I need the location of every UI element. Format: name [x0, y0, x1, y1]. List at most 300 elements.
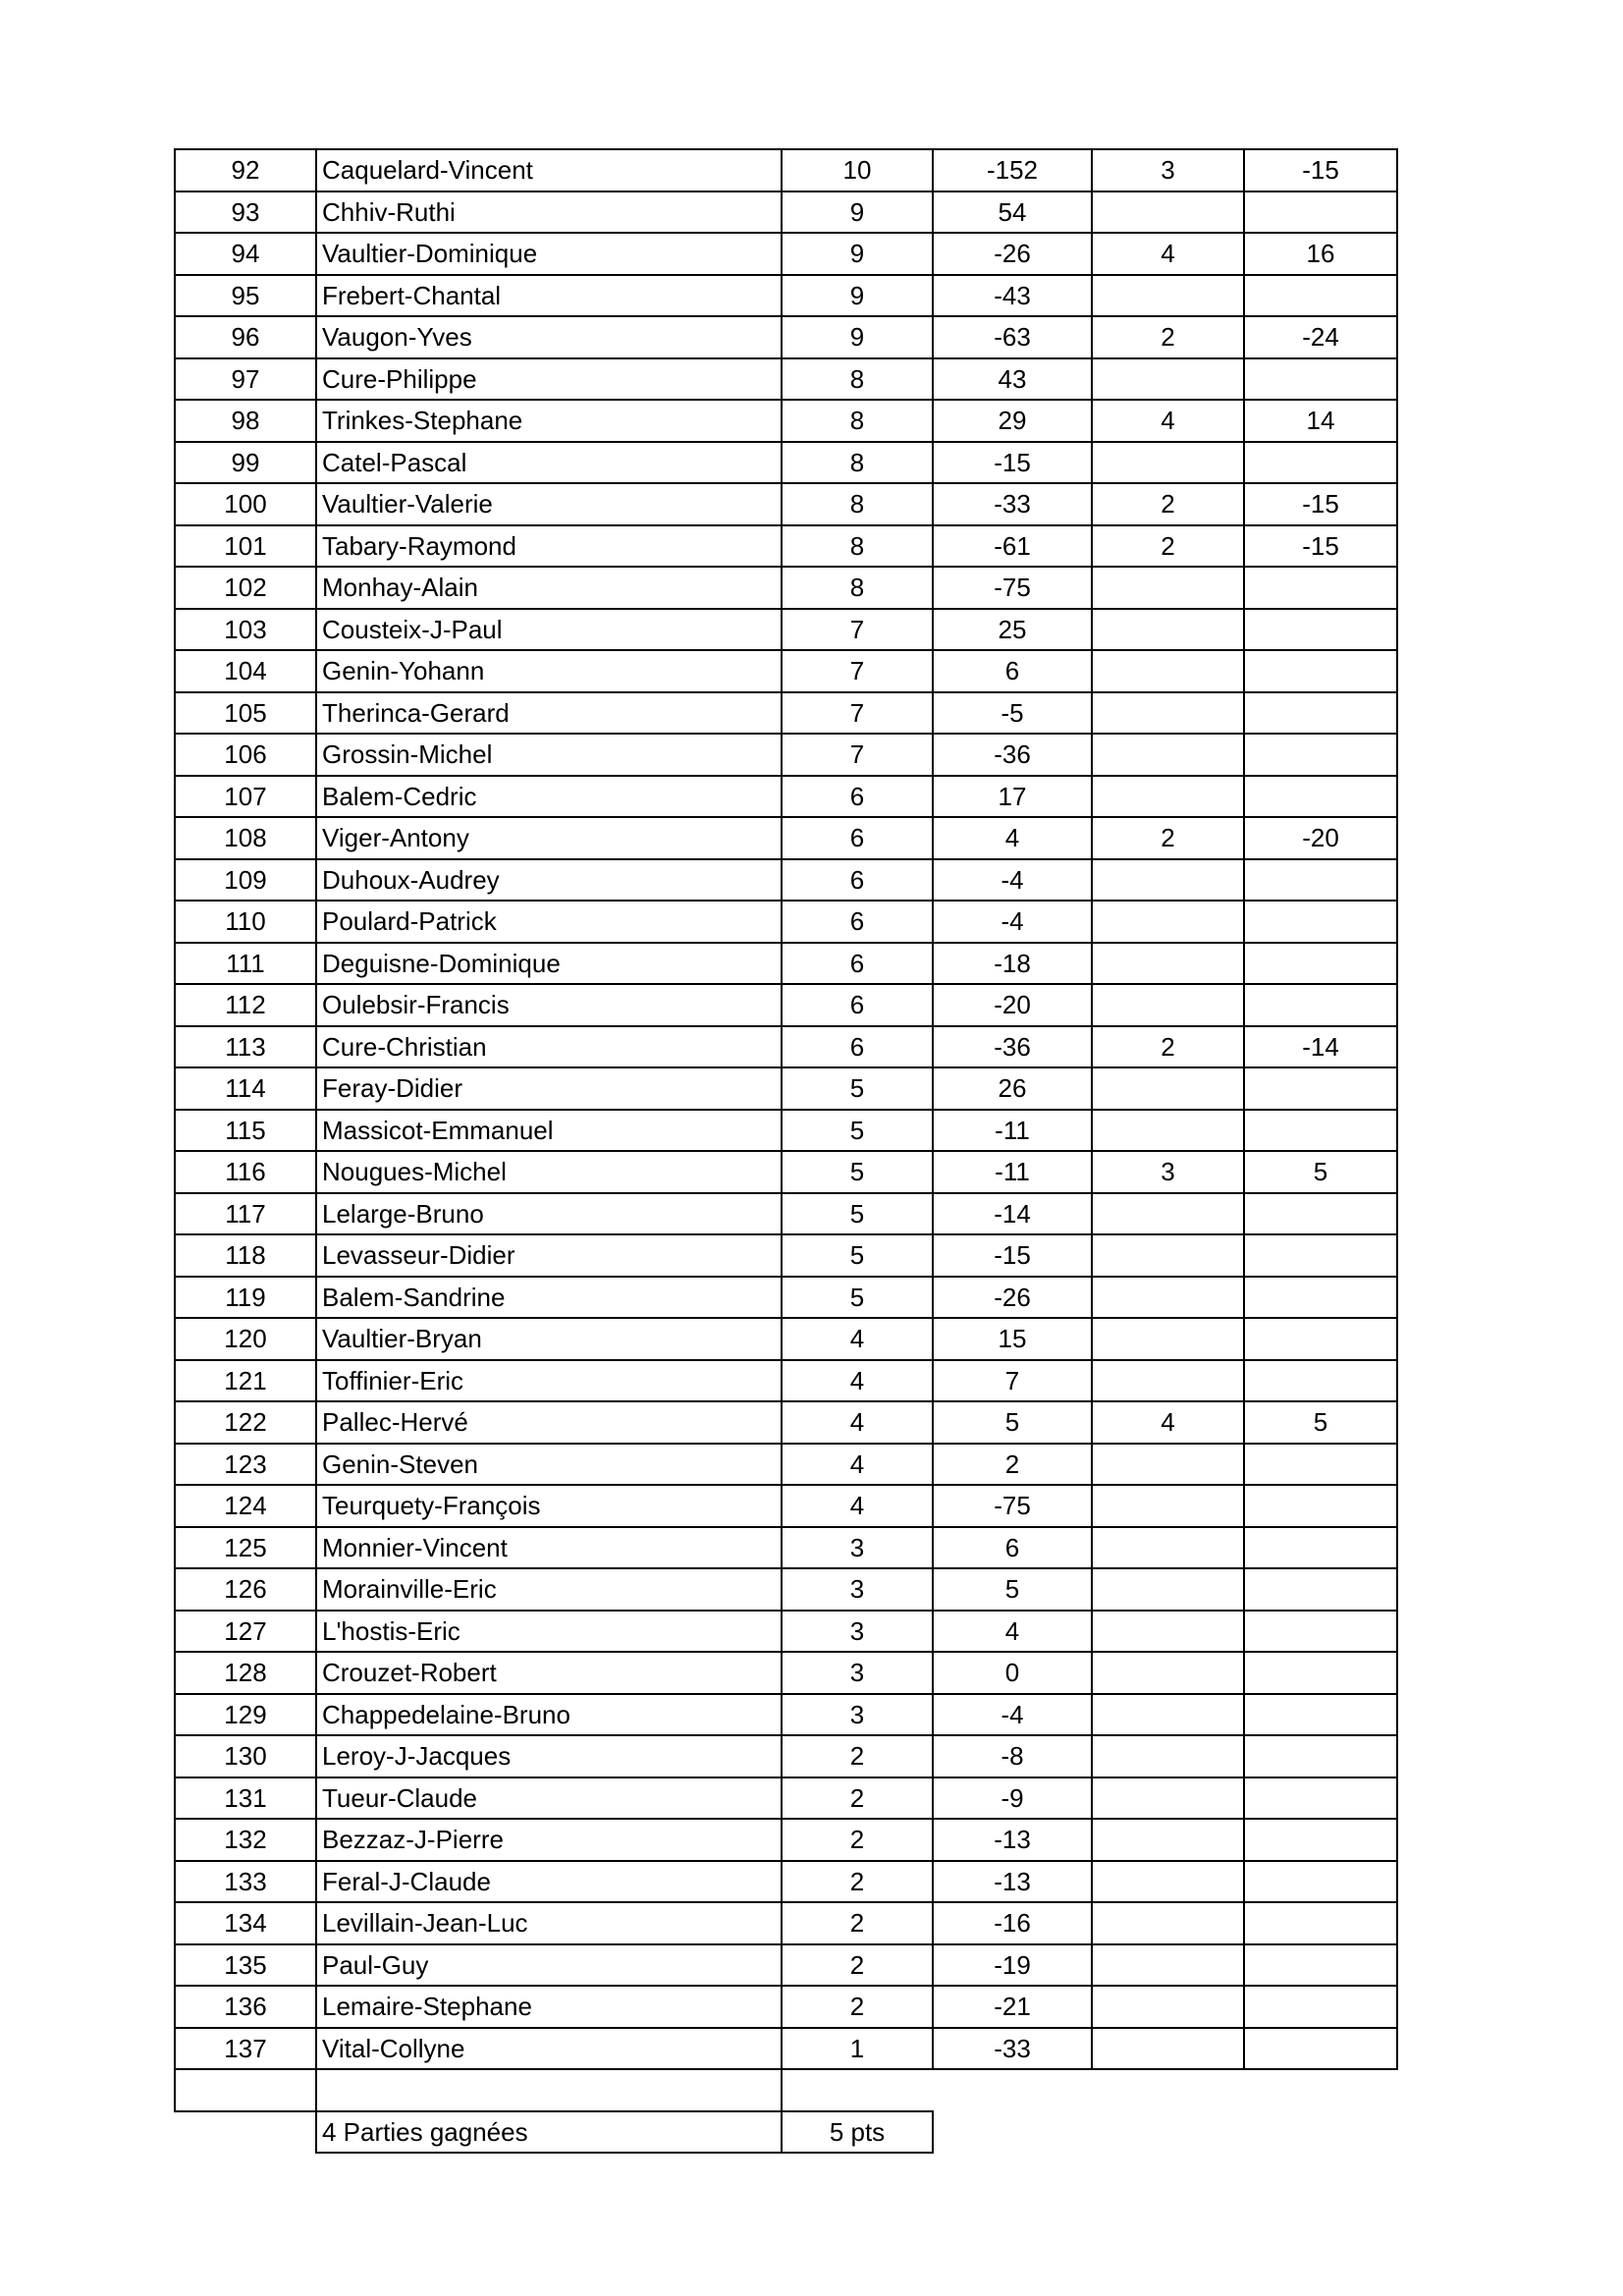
games-diff-cell: -15 [1244, 525, 1397, 568]
rank-cell: 111 [175, 943, 316, 985]
player-name-cell: Toffinier-Eric [316, 1360, 782, 1402]
points-diff-cell: 4 [933, 1611, 1092, 1653]
player-name-cell: Cure-Philippe [316, 358, 782, 401]
games-diff-cell [1244, 1819, 1397, 1861]
table-row [175, 316, 1397, 358]
player-name-cell: Balem-Cedric [316, 776, 782, 818]
games-won-cell [1092, 1902, 1244, 1944]
table-row [175, 149, 1397, 191]
table-row [175, 400, 1397, 442]
games-diff-cell [1244, 1277, 1397, 1319]
rank-cell: 127 [175, 1611, 316, 1653]
games-won-cell: 4 [1092, 400, 1244, 442]
wins-cell: 9 [782, 233, 933, 275]
table-row [175, 1234, 1397, 1277]
table-row [175, 1110, 1397, 1152]
games-won-cell: 2 [1092, 316, 1244, 358]
table-row [175, 1652, 1397, 1694]
points-diff-cell: 4 [933, 817, 1092, 859]
player-name-cell: Chappedelaine-Bruno [316, 1694, 782, 1736]
rank-cell: 135 [175, 1944, 316, 1987]
rank-cell: 97 [175, 358, 316, 401]
wins-cell: 5 [782, 1234, 933, 1277]
games-diff-cell [1244, 1234, 1397, 1277]
rank-cell: 116 [175, 1151, 316, 1193]
wins-cell: 10 [782, 149, 933, 191]
table-row [175, 1944, 1397, 1987]
points-diff-cell: -75 [933, 1485, 1092, 1527]
games-won-cell [1092, 609, 1244, 651]
games-diff-cell [1244, 1067, 1397, 1110]
points-diff-cell: -18 [933, 943, 1092, 985]
wins-cell: 2 [782, 1819, 933, 1861]
player-name-cell: Deguisne-Dominique [316, 943, 782, 985]
points-diff-cell: 5 [933, 1401, 1092, 1444]
table-row [175, 1067, 1397, 1110]
games-diff-cell [1244, 1110, 1397, 1152]
rank-cell: 104 [175, 650, 316, 692]
wins-cell: 2 [782, 1735, 933, 1777]
rank-cell: 92 [175, 149, 316, 191]
points-diff-cell: -8 [933, 1735, 1092, 1777]
table-row [175, 1026, 1397, 1068]
games-diff-cell [1244, 1527, 1397, 1569]
games-won-cell [1092, 1611, 1244, 1653]
points-diff-cell: 6 [933, 1527, 1092, 1569]
games-diff-cell: -15 [1244, 483, 1397, 525]
table-row [175, 1777, 1397, 1820]
rank-cell: 109 [175, 859, 316, 902]
table-row [175, 901, 1397, 943]
player-name-cell: Oulebsir-Francis [316, 984, 782, 1026]
rank-cell: 93 [175, 191, 316, 234]
games-diff-cell [1244, 191, 1397, 234]
points-diff-cell: -75 [933, 567, 1092, 609]
games-diff-cell: -15 [1244, 149, 1397, 191]
table-row [175, 1401, 1397, 1444]
points-diff-cell: 15 [933, 1318, 1092, 1360]
games-diff-cell [1244, 567, 1397, 609]
player-name-cell: Grossin-Michel [316, 734, 782, 776]
player-name-cell: Levillain-Jean-Luc [316, 1902, 782, 1944]
games-diff-cell [1244, 1652, 1397, 1694]
rank-cell: 99 [175, 442, 316, 484]
wins-cell: 2 [782, 1944, 933, 1987]
table-row [175, 1151, 1397, 1193]
points-diff-cell: -14 [933, 1193, 1092, 1235]
points-diff-cell: 17 [933, 776, 1092, 818]
rank-cell: 118 [175, 1234, 316, 1277]
rank-cell: 119 [175, 1277, 316, 1319]
player-name-cell: Duhoux-Audrey [316, 859, 782, 902]
games-won-cell [1092, 1318, 1244, 1360]
rank-cell: 125 [175, 1527, 316, 1569]
points-diff-cell: -26 [933, 233, 1092, 275]
blank-cell [316, 2069, 782, 2111]
games-won-cell [1092, 1485, 1244, 1527]
points-diff-cell: -4 [933, 901, 1092, 943]
table-row [175, 1485, 1397, 1527]
player-name-cell: L'hostis-Eric [316, 1611, 782, 1653]
games-diff-cell: 16 [1244, 233, 1397, 275]
points-diff-cell: -11 [933, 1110, 1092, 1152]
table-row [175, 1318, 1397, 1360]
table-row [175, 1193, 1397, 1235]
rank-cell: 133 [175, 1861, 316, 1903]
games-diff-cell [1244, 2028, 1397, 2070]
points-diff-cell: 26 [933, 1067, 1092, 1110]
wins-cell: 8 [782, 400, 933, 442]
wins-cell: 6 [782, 859, 933, 902]
table-row [175, 483, 1397, 525]
rank-cell: 120 [175, 1318, 316, 1360]
points-diff-cell: 29 [933, 400, 1092, 442]
games-diff-cell: 5 [1244, 1401, 1397, 1444]
wins-cell: 8 [782, 567, 933, 609]
rank-cell: 117 [175, 1193, 316, 1235]
rank-cell: 110 [175, 901, 316, 943]
points-diff-cell: -9 [933, 1777, 1092, 1820]
wins-cell: 8 [782, 525, 933, 568]
wins-cell: 6 [782, 901, 933, 943]
player-name-cell: Cure-Christian [316, 1026, 782, 1068]
wins-cell: 3 [782, 1611, 933, 1653]
games-won-cell [1092, 275, 1244, 317]
points-diff-cell: -13 [933, 1861, 1092, 1903]
table-row [175, 2028, 1397, 2070]
rank-cell: 137 [175, 2028, 316, 2070]
points-diff-cell: -20 [933, 984, 1092, 1026]
rank-cell: 128 [175, 1652, 316, 1694]
games-won-cell: 4 [1092, 1401, 1244, 1444]
games-diff-cell [1244, 1360, 1397, 1402]
wins-cell: 5 [782, 1151, 933, 1193]
table-row [175, 525, 1397, 568]
points-diff-cell: -13 [933, 1819, 1092, 1861]
player-name-cell: Teurquety-François [316, 1485, 782, 1527]
wins-cell: 5 [782, 1193, 933, 1235]
player-name-cell: Genin-Yohann [316, 650, 782, 692]
points-diff-cell: 6 [933, 650, 1092, 692]
points-diff-cell: 43 [933, 358, 1092, 401]
games-won-cell [1092, 191, 1244, 234]
wins-cell: 4 [782, 1360, 933, 1402]
legend-value: 5 pts [782, 2111, 933, 2154]
legend-label: 4 Parties gagnées [316, 2111, 782, 2154]
player-name-cell: Leroy-J-Jacques [316, 1735, 782, 1777]
table-row [175, 1694, 1397, 1736]
rank-cell: 115 [175, 1110, 316, 1152]
games-won-cell [1092, 567, 1244, 609]
rank-cell: 123 [175, 1444, 316, 1486]
wins-cell: 2 [782, 1986, 933, 2028]
player-name-cell: Caquelard-Vincent [316, 149, 782, 191]
table-row [175, 1568, 1397, 1611]
games-diff-cell [1244, 901, 1397, 943]
games-diff-cell [1244, 1902, 1397, 1944]
rank-cell: 114 [175, 1067, 316, 1110]
wins-cell: 8 [782, 483, 933, 525]
points-diff-cell: -4 [933, 859, 1092, 902]
games-diff-cell: 14 [1244, 400, 1397, 442]
games-won-cell: 2 [1092, 1026, 1244, 1068]
rank-cell: 105 [175, 692, 316, 735]
player-name-cell: Bezzaz-J-Pierre [316, 1819, 782, 1861]
ranking-table [174, 148, 1398, 2154]
games-diff-cell: 5 [1244, 1151, 1397, 1193]
player-name-cell: Tabary-Raymond [316, 525, 782, 568]
games-won-cell [1092, 1067, 1244, 1110]
wins-cell: 4 [782, 1401, 933, 1444]
player-name-cell: Balem-Sandrine [316, 1277, 782, 1319]
wins-cell: 2 [782, 1777, 933, 1820]
blank-row [175, 2069, 1397, 2111]
rank-cell: 102 [175, 567, 316, 609]
rank-cell: 113 [175, 1026, 316, 1068]
wins-cell: 6 [782, 943, 933, 985]
games-diff-cell [1244, 442, 1397, 484]
games-diff-cell [1244, 1611, 1397, 1653]
games-diff-cell: -24 [1244, 316, 1397, 358]
points-diff-cell: -33 [933, 483, 1092, 525]
points-diff-cell: -61 [933, 525, 1092, 568]
games-won-cell [1092, 1819, 1244, 1861]
games-diff-cell [1244, 984, 1397, 1026]
games-won-cell [1092, 1986, 1244, 2028]
table-row [175, 1986, 1397, 2028]
games-diff-cell [1244, 1861, 1397, 1903]
table-row [175, 776, 1397, 818]
games-won-cell [1092, 358, 1244, 401]
rank-cell: 101 [175, 525, 316, 568]
table-row [175, 734, 1397, 776]
wins-cell: 6 [782, 817, 933, 859]
points-diff-cell: 2 [933, 1444, 1092, 1486]
rank-cell: 126 [175, 1568, 316, 1611]
table-row [175, 1735, 1397, 1777]
rank-cell: 124 [175, 1485, 316, 1527]
games-won-cell [1092, 1360, 1244, 1402]
wins-cell: 7 [782, 609, 933, 651]
games-won-cell [1092, 943, 1244, 985]
games-diff-cell [1244, 943, 1397, 985]
points-diff-cell: -16 [933, 1902, 1092, 1944]
table-row [175, 1277, 1397, 1319]
table-row [175, 1861, 1397, 1903]
games-diff-cell [1244, 734, 1397, 776]
table-row [175, 984, 1397, 1026]
points-diff-cell: -36 [933, 734, 1092, 776]
games-diff-cell [1244, 1777, 1397, 1820]
games-won-cell [1092, 1568, 1244, 1611]
table-row [175, 1444, 1397, 1486]
games-won-cell [1092, 1234, 1244, 1277]
table-row [175, 609, 1397, 651]
player-name-cell: Vaultier-Dominique [316, 233, 782, 275]
table-row [175, 233, 1397, 275]
games-won-cell: 2 [1092, 483, 1244, 525]
rank-cell: 130 [175, 1735, 316, 1777]
games-diff-cell [1244, 275, 1397, 317]
rank-cell: 136 [175, 1986, 316, 2028]
player-name-cell: Feray-Didier [316, 1067, 782, 1110]
wins-cell: 4 [782, 1444, 933, 1486]
games-diff-cell [1244, 1986, 1397, 2028]
rank-cell: 132 [175, 1819, 316, 1861]
points-diff-cell: -43 [933, 275, 1092, 317]
wins-cell: 6 [782, 984, 933, 1026]
games-won-cell [1092, 1110, 1244, 1152]
rank-cell: 95 [175, 275, 316, 317]
games-won-cell [1092, 692, 1244, 735]
ranking-table-footer [175, 2069, 1397, 2153]
games-won-cell: 2 [1092, 817, 1244, 859]
wins-cell: 4 [782, 1318, 933, 1360]
wins-cell: 5 [782, 1110, 933, 1152]
points-diff-cell: -19 [933, 1944, 1092, 1987]
points-diff-cell: 5 [933, 1568, 1092, 1611]
points-diff-cell: -15 [933, 442, 1092, 484]
games-diff-cell [1244, 1735, 1397, 1777]
player-name-cell: Monnier-Vincent [316, 1527, 782, 1569]
rank-cell: 96 [175, 316, 316, 358]
games-won-cell [1092, 1735, 1244, 1777]
player-name-cell: Crouzet-Robert [316, 1652, 782, 1694]
points-diff-cell: -5 [933, 692, 1092, 735]
games-won-cell [1092, 1193, 1244, 1235]
games-won-cell: 2 [1092, 525, 1244, 568]
player-name-cell: Vaultier-Bryan [316, 1318, 782, 1360]
table-row [175, 1902, 1397, 1944]
rank-cell: 94 [175, 233, 316, 275]
table-row [175, 817, 1397, 859]
games-won-cell [1092, 2028, 1244, 2070]
table-row [175, 1360, 1397, 1402]
games-won-cell [1092, 1861, 1244, 1903]
legend-row [175, 2111, 1397, 2154]
table-row [175, 1819, 1397, 1861]
rank-cell: 131 [175, 1777, 316, 1820]
games-won-cell [1092, 901, 1244, 943]
player-name-cell: Paul-Guy [316, 1944, 782, 1987]
player-name-cell: Feral-J-Claude [316, 1861, 782, 1903]
games-diff-cell [1244, 1568, 1397, 1611]
player-name-cell: Tueur-Claude [316, 1777, 782, 1820]
points-diff-cell: -152 [933, 149, 1092, 191]
player-name-cell: Morainville-Eric [316, 1568, 782, 1611]
wins-cell: 3 [782, 1694, 933, 1736]
wins-cell: 1 [782, 2028, 933, 2070]
points-diff-cell: 0 [933, 1652, 1092, 1694]
points-diff-cell: -11 [933, 1151, 1092, 1193]
player-name-cell: Nougues-Michel [316, 1151, 782, 1193]
rank-cell: 103 [175, 609, 316, 651]
rank-cell: 107 [175, 776, 316, 818]
player-name-cell: Levasseur-Didier [316, 1234, 782, 1277]
games-diff-cell [1244, 692, 1397, 735]
table-row [175, 692, 1397, 735]
wins-cell: 3 [782, 1568, 933, 1611]
games-won-cell [1092, 442, 1244, 484]
wins-cell: 2 [782, 1902, 933, 1944]
table-row [175, 650, 1397, 692]
games-diff-cell [1244, 1944, 1397, 1987]
rank-cell: 122 [175, 1401, 316, 1444]
table-row [175, 275, 1397, 317]
games-won-cell: 3 [1092, 1151, 1244, 1193]
points-diff-cell: -63 [933, 316, 1092, 358]
games-diff-cell [1244, 1193, 1397, 1235]
rank-cell: 100 [175, 483, 316, 525]
games-diff-cell [1244, 1444, 1397, 1486]
wins-cell: 9 [782, 316, 933, 358]
table-row [175, 1527, 1397, 1569]
rank-cell: 134 [175, 1902, 316, 1944]
points-diff-cell: -36 [933, 1026, 1092, 1068]
wins-cell: 7 [782, 692, 933, 735]
games-diff-cell: -14 [1244, 1026, 1397, 1068]
rank-cell: 129 [175, 1694, 316, 1736]
games-won-cell [1092, 1444, 1244, 1486]
wins-cell: 3 [782, 1652, 933, 1694]
rank-cell: 106 [175, 734, 316, 776]
player-name-cell: Cousteix-J-Paul [316, 609, 782, 651]
player-name-cell: Massicot-Emmanuel [316, 1110, 782, 1152]
player-name-cell: Genin-Steven [316, 1444, 782, 1486]
games-won-cell [1092, 1944, 1244, 1987]
rank-cell: 98 [175, 400, 316, 442]
player-name-cell: Vaugon-Yves [316, 316, 782, 358]
table-row [175, 358, 1397, 401]
points-diff-cell: 25 [933, 609, 1092, 651]
games-won-cell: 3 [1092, 149, 1244, 191]
games-won-cell [1092, 776, 1244, 818]
points-diff-cell: -4 [933, 1694, 1092, 1736]
points-diff-cell: 54 [933, 191, 1092, 234]
games-diff-cell [1244, 1318, 1397, 1360]
wins-cell: 5 [782, 1067, 933, 1110]
games-diff-cell [1244, 650, 1397, 692]
player-name-cell: Pallec-Hervé [316, 1401, 782, 1444]
games-diff-cell [1244, 859, 1397, 902]
table-row [175, 943, 1397, 985]
games-won-cell [1092, 1694, 1244, 1736]
player-name-cell: Monhay-Alain [316, 567, 782, 609]
wins-cell: 6 [782, 776, 933, 818]
games-diff-cell [1244, 1485, 1397, 1527]
player-name-cell: Trinkes-Stephane [316, 400, 782, 442]
points-diff-cell: 7 [933, 1360, 1092, 1402]
table-row [175, 191, 1397, 234]
player-name-cell: Vital-Collyne [316, 2028, 782, 2070]
games-won-cell [1092, 984, 1244, 1026]
wins-cell: 9 [782, 191, 933, 234]
wins-cell: 5 [782, 1277, 933, 1319]
player-name-cell: Catel-Pascal [316, 442, 782, 484]
wins-cell: 3 [782, 1527, 933, 1569]
player-name-cell: Frebert-Chantal [316, 275, 782, 317]
games-won-cell [1092, 1277, 1244, 1319]
player-name-cell: Therinca-Gerard [316, 692, 782, 735]
points-diff-cell: -26 [933, 1277, 1092, 1319]
player-name-cell: Viger-Antony [316, 817, 782, 859]
rank-cell: 121 [175, 1360, 316, 1402]
wins-cell: 2 [782, 1861, 933, 1903]
games-diff-cell: -20 [1244, 817, 1397, 859]
games-won-cell [1092, 1527, 1244, 1569]
player-name-cell: Chhiv-Ruthi [316, 191, 782, 234]
table-row [175, 442, 1397, 484]
